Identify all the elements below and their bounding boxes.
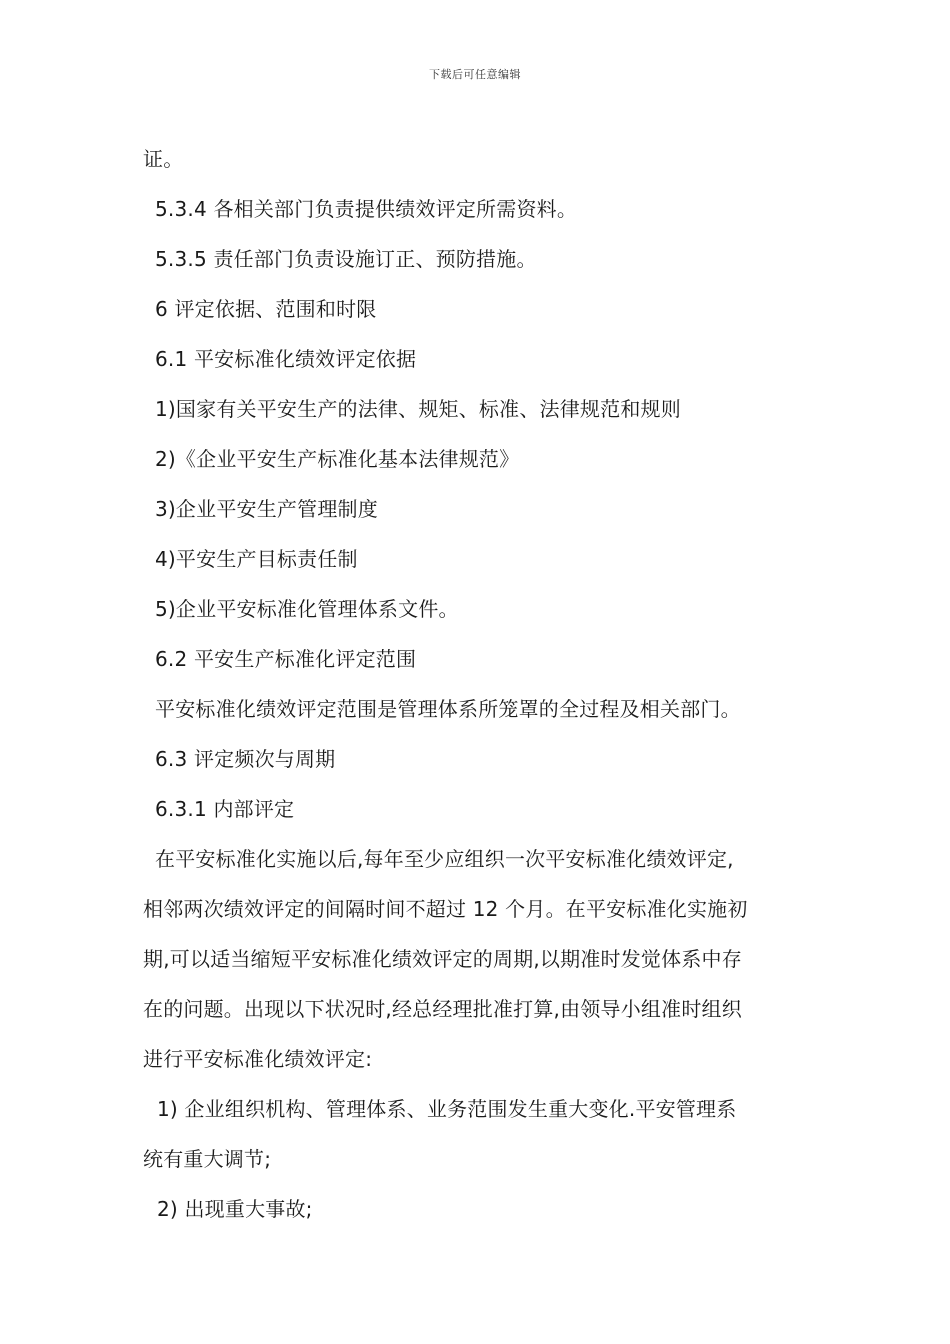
paragraph-line: 在的问题。出现以下状况时,经总经理批准打算,由领导小组准时组织 bbox=[143, 997, 742, 1021]
paragraph-line: 在平安标准化实施以后,每年至少应组织一次平安标准化绩效评定, bbox=[155, 847, 734, 871]
section-6-2-heading: 6.2 平安生产标准化评定范围 bbox=[155, 647, 417, 671]
list-item-continuation: 统有重大调节; bbox=[143, 1147, 272, 1171]
document-body bbox=[143, 134, 813, 1234]
clause-5-3-4: 5.3.4 各相关部门负责提供绩效评定所需资料。 bbox=[155, 197, 578, 221]
clause-5-3-5: 5.3.5 责任部门负责设施订正、预防措施。 bbox=[155, 247, 537, 271]
list-item: 1) 企业组织机构、管理体系、业务范围发生重大变化.平安管理系 bbox=[157, 1097, 737, 1121]
paragraph-scope: 平安标准化绩效评定范围是管理体系所笼罩的全过程及相关部门。 bbox=[155, 697, 741, 721]
section-6-3-heading: 6.3 评定频次与周期 bbox=[155, 747, 336, 771]
paragraph-line: 相邻两次绩效评定的间隔时间不超过 12 个月。在平安标准化实施初 bbox=[143, 897, 748, 921]
section-6-3-1-heading: 6.3.1 内部评定 bbox=[155, 797, 295, 821]
list-item: 4)平安生产目标责任制 bbox=[155, 547, 358, 571]
list-item: 2) 出现重大事故; bbox=[157, 1197, 313, 1221]
section-6-1-heading: 6.1 平安标准化绩效评定依据 bbox=[155, 347, 417, 371]
list-item: 1)国家有关平安生产的法律、规矩、标准、法律规范和规则 bbox=[155, 397, 681, 421]
list-item: 5)企业平安标准化管理体系文件。 bbox=[155, 597, 459, 621]
text-line: 证。 bbox=[143, 147, 184, 171]
list-item: 3)企业平安生产管理制度 bbox=[155, 497, 378, 521]
paragraph-line: 期,可以适当缩短平安标准化绩效评定的周期,以期准时发觉体系中存 bbox=[143, 947, 742, 971]
list-item: 2)《企业平安生产标准化基本法律规范》 bbox=[155, 447, 520, 471]
page-header: 下载后可任意编辑 bbox=[429, 68, 521, 81]
paragraph-line: 进行平安标准化绩效评定: bbox=[143, 1047, 373, 1071]
section-6-heading: 6 评定依据、范围和时限 bbox=[155, 297, 377, 321]
